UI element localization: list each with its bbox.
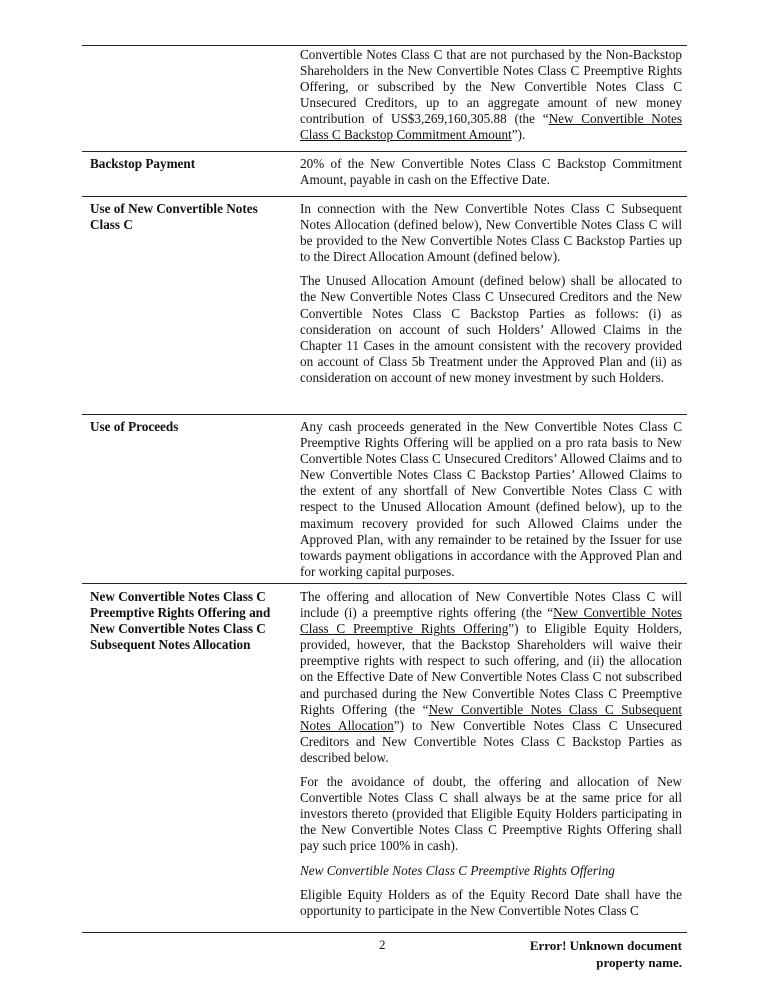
row-divider: [82, 151, 687, 152]
term-label-backstop-payment: Backstop Payment: [90, 156, 196, 171]
term-body-preemptive-rights: [300, 589, 682, 927]
term-body-use-of-proceeds: [300, 419, 682, 588]
paragraph: The offering and allocation of New Convertible Notes Class C will include (i) a preemptive rights offering (the “New Convertible Notes Class C Preemptive Rights Offering”) to Eligible Equity Holders, provided, however, that the Backstop Shareholders will waive their preemptive rights with respect to such offering, and (ii) the allocation on the Effective Date of New Convertible Notes Class C not subscribed and purchased during the New Convertible Notes Class C Preemptive Rights Offering (the “New Convertible Notes Class C Subsequent Notes Allocation”) to New Convertible Notes Class C Unsecured Creditors and New Convertible Notes Class C Backstop Parties as described below.: [300, 589, 683, 765]
paragraph: For the avoidance of doubt, the offering and allocation of New Convertible Notes Class C shall always be at the same price for all investors thereto (provided that Eligible Equity Holders participating in the New Convertible Notes Class C Preemptive Rights Offering shall pay such price 100% in cash).: [300, 774, 682, 854]
footer-divider: [82, 932, 687, 933]
paragraph: 20% of the New Convertible Notes Class C Backstop Commitment Amount, payable in cash on the Effective Date.: [300, 156, 682, 188]
defined-term: New Convertible Notes Class C Preemptive Rights Offering: [300, 605, 682, 637]
paragraph: Eligible Equity Holders as of the Equity Record Date shall have the opportunity to participate in the New Convertible Notes Class C: [300, 886, 682, 918]
paragraph: Convertible Notes Class C that are not purchased by the Non-Backstop Shareholders in the New Convertible Notes Class C Preemptive Rights Offering, or subscribed by the New Convertible Notes Class C Unsecured Creditors, up to an aggregate amount of new money contribution of US$3,269,160,305.88 (the “New Convertible Notes Class C Backstop Commitment Amount”).: [300, 47, 682, 143]
term-body-continuation: [300, 47, 682, 152]
row-divider: [82, 414, 687, 415]
term-body-backstop-payment: [300, 156, 682, 196]
term-body-use-of-notes: [300, 201, 682, 394]
page-number: 2: [379, 937, 386, 952]
footer-error-text: Error! Unknown document property name.: [529, 938, 682, 970]
term-label-use-of-notes: Use of New Convertible Notes Class C: [90, 201, 258, 233]
term-label-use-of-proceeds: Use of Proceeds: [90, 419, 179, 434]
row-divider: [82, 196, 687, 197]
defined-term: New Convertible Notes Class C Subsequent Notes Allocation: [300, 701, 682, 733]
term-label-preemptive-rights: New Convertible Notes Class C Preemptive Rights Offering and New Convertible Notes Class C Subsequent Notes Allocation: [90, 589, 271, 653]
paragraph: The Unused Allocation Amount (defined below) shall be allocated to the New Convertible Notes Class C Unsecured Creditors and the New Convertible Notes Class C Backstop Parties as follows: (i) as consideration on account of such Holders’ Allowed Claims in the Chapter 11 Cases in the amount consistent with the recovery provided on account of Class 5b Treatment under the Approved Plan and (ii) as consideration on account of new money investment by such Holders.: [300, 273, 682, 385]
paragraph: Any cash proceeds generated in the New Convertible Notes Class C Preemptive Rights Offering will be applied on a pro rata basis to New Convertible Notes Class C Unsecured Creditors’ Allowed Claims and to New Convertible Notes Class C Backstop Parties’ Allowed Claims to the extent of any shortfall of New Convertible Notes Class C with respect to the Unused Allocation Amount (defined below), up to the maximum recovery provided for such Allowed Claims under the Approved Plan, with any remainder to be retained by the Issuer for use towards payment obligations in accordance with the Approved Plan and for working capital purposes.: [300, 419, 682, 579]
paragraph: In connection with the New Convertible Notes Class C Subsequent Notes Allocation (defined below), New Convertible Notes Class C will be provided to the New Convertible Notes Class C Backstop Parties up to the Direct Allocation Amount (defined below).: [300, 201, 682, 265]
subheading: New Convertible Notes Class C Preemptive Rights Offering: [300, 862, 615, 878]
row-divider: [82, 45, 687, 46]
defined-term: New Convertible Notes Class C Backstop Commitment Amount: [300, 111, 682, 143]
row-divider: [82, 583, 687, 584]
